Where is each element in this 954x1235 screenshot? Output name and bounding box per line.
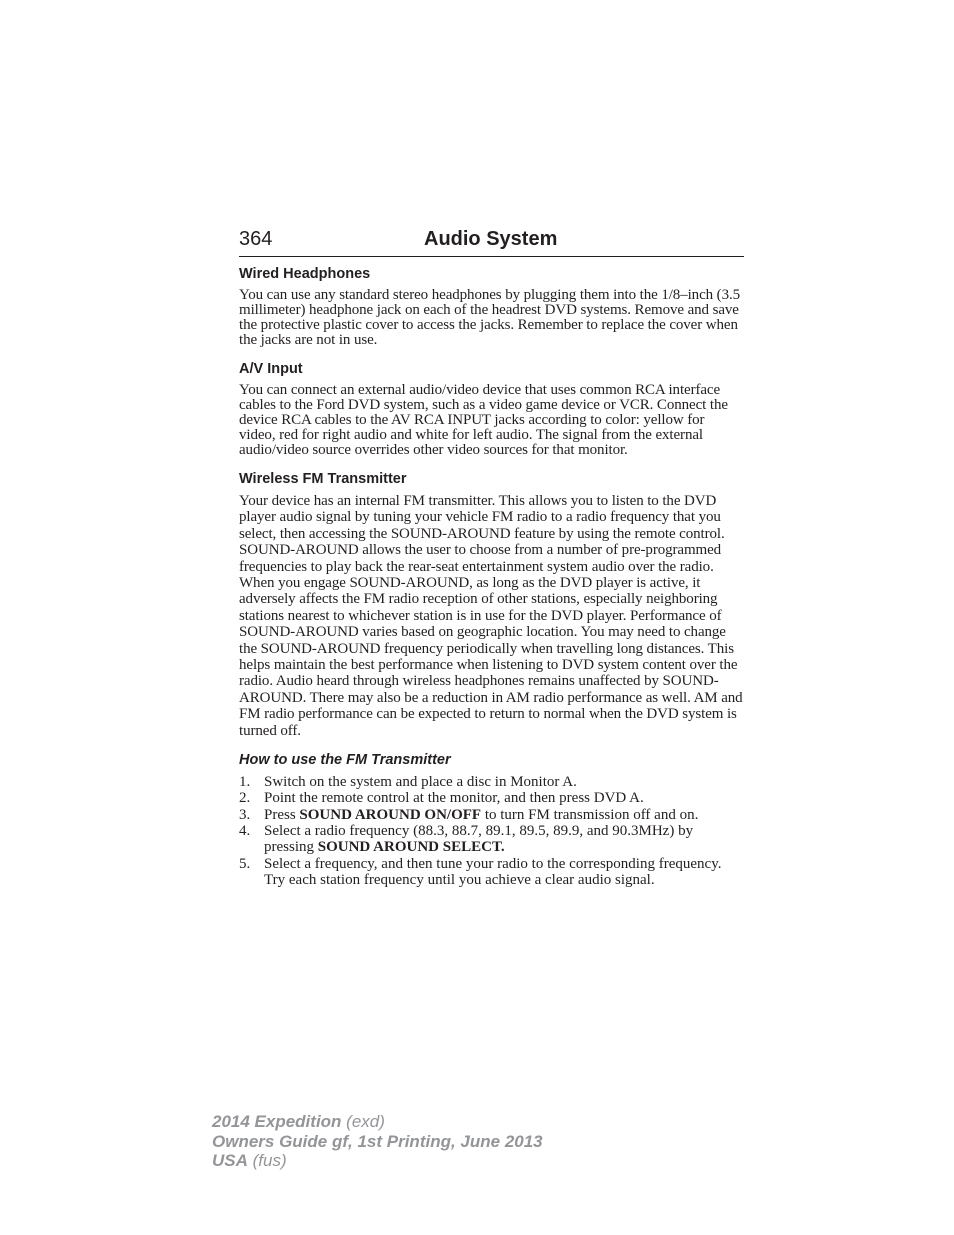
section-heading-wired-headphones: Wired Headphones [239,266,371,282]
manual-page [239,228,744,888]
step-text: Point the remote control at the monitor, and then press DVD A. [264,790,644,807]
section-body-av-input: You can connect an external audio/video device that uses common RCA interface cables to the Ford DVD system, such as a video game device or VCR. Connect the device RCA cables to the AV RCA INPUT jacks according to color: yellow for video, red for right audio and white for left audio. The signal from the external audio/video source overrides other video sources for that monitor. [239,382,728,458]
section-heading-av-input: A/V Input [239,361,303,377]
list-item [239,823,744,856]
step-number: 3. [239,806,251,823]
step-number: 4. [239,822,251,839]
section-body-wired-headphones: You can use any standard stereo headphones by plugging them into the 1/8–inch (3.5 millimeter) headphone jack on each of the headrest DVD systems. Remove and save the protective plastic cover to access the jacks. Remember to replace the cover when the jacks are not in use. [239,287,741,348]
footer-region: USA [212,1151,248,1170]
footer-line-region [212,1151,543,1171]
section-body-wireless-fm: Your device has an internal FM transmitter. This allows you to listen to the DVD player audio signal by tuning your vehicle FM radio to a radio frequency that you select, then accessing the SOUND-AROUND feature by using the remote control. SOUND-AROUND allows the user to choose from a number of pre-programmed frequencies to play back the rear-seat entertainment system audio over the radio. When you engage SOUND-AROUND, as long as the DVD player is active, it adversely affects the FM radio reception of other stations, especially neighboring stations nearest to whichever station is in use for the DVD player. Performance of SOUND-AROUND varies based on geographic location. You may need to change the SOUND-AROUND frequency periodically when travelling long distances. This helps maintain the best performance when listening to DVD system content over the radio. Audio heard through wireless headphones remains unaffected by SOUND-AROUND. There may also be a reduction in AM radio performance as well. AM and FM radio performance can be expected to return to normal when the DVD system is turned off. [239,493,743,739]
footer-region-code: (fus) [247,1151,287,1170]
subsection-heading-how-to: How to use the FM Transmitter [239,752,451,769]
page-title: Audio System [424,228,558,250]
step-text [264,823,744,856]
page-footer [212,1112,543,1171]
footer-model: 2014 Expedition [212,1112,342,1131]
footer-line-printing: Owners Guide gf, 1st Printing, June 2013 [212,1131,543,1151]
step-text: Switch on the system and place a disc in Monitor A. [264,774,577,791]
step-number: 1. [239,774,251,791]
step-text-bold: SOUND AROUND ON/OFF [299,806,482,823]
step-text-pre: Press [264,806,300,823]
list-item [239,774,744,790]
step-text: Select a frequency, and then tune your radio to the corresponding frequency. Try each station frequency until you achieve a clear audio signal. [264,855,722,888]
page-number: 364 [239,228,273,250]
list-item [239,790,744,806]
step-number: 2. [239,790,251,807]
section-heading-wireless-fm: Wireless FM Transmitter [239,471,407,487]
step-text-bold: SOUND AROUND SELECT. [317,839,505,856]
step-text-pre: Select a radio frequency (88.3, 88.7, 89.1, 89.5, 89.9, and 90.3MHz) by pressing [264,822,694,856]
footer-model-code: (exd) [341,1112,385,1131]
step-number: 5. [239,855,251,872]
footer-line-model [212,1112,543,1132]
step-text [264,807,744,823]
list-item [239,807,744,823]
list-item [239,856,744,889]
step-text-post: to turn FM transmission off and on. [481,806,699,823]
page-header [239,228,744,257]
steps-list [239,774,744,888]
